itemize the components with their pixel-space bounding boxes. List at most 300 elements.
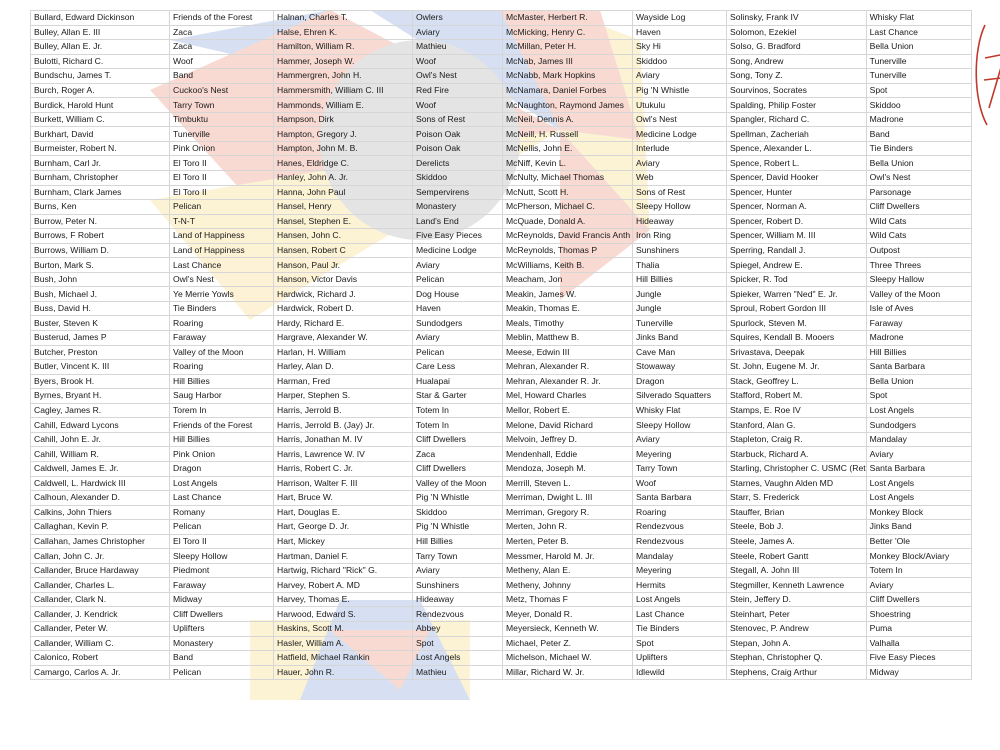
camp-name-cell: Abbey: [413, 621, 503, 636]
camp-name-cell: Ye Merrie Yowls: [170, 287, 274, 302]
member-name-cell: Haskins, Scott M.: [274, 621, 413, 636]
camp-name-cell: El Toro II: [170, 171, 274, 186]
table-row: [31, 578, 972, 593]
camp-name-cell: Hill Billies: [413, 534, 503, 549]
camp-name-cell: Pig 'N Whistle: [413, 520, 503, 535]
camp-name-cell: Band: [866, 127, 971, 142]
camp-name-cell: Land of Happiness: [170, 243, 274, 258]
member-name-cell: Hasler, William A.: [274, 636, 413, 651]
member-name-cell: Burrows, F Robert: [31, 229, 170, 244]
member-name-cell: Hanson, Paul Jr.: [274, 258, 413, 273]
member-name-cell: Cahill, William R.: [31, 447, 170, 462]
camp-name-cell: Hill Billies: [633, 272, 727, 287]
camp-name-cell: Friends of the Forest: [170, 11, 274, 26]
member-name-cell: Hart, George D. Jr.: [274, 520, 413, 535]
member-name-cell: Sourvinos, Socrates: [727, 83, 867, 98]
member-name-cell: Song, Tony Z.: [727, 69, 867, 84]
member-name-cell: Stephan, Christopher Q.: [727, 651, 867, 666]
camp-name-cell: Sons of Rest: [633, 185, 727, 200]
member-name-cell: Solomon, Ezekiel: [727, 25, 867, 40]
member-name-cell: Meakin, James W.: [503, 287, 633, 302]
camp-name-cell: Uplifters: [170, 621, 274, 636]
member-name-cell: McNamara, Daniel Forbes: [503, 83, 633, 98]
camp-name-cell: Meyering: [633, 447, 727, 462]
member-name-cell: Spalding, Philip Foster: [727, 98, 867, 113]
member-name-cell: Spurlock, Steven M.: [727, 316, 867, 331]
camp-name-cell: Cliff Dwellers: [170, 607, 274, 622]
member-name-cell: Callahan, James Christopher: [31, 534, 170, 549]
camp-name-cell: Owl's Nest: [633, 112, 727, 127]
member-name-cell: Mendenhall, Eddie: [503, 447, 633, 462]
member-name-cell: Starnes, Vaughn Alden MD: [727, 476, 867, 491]
member-name-cell: Burdick, Harold Hunt: [31, 98, 170, 113]
camp-name-cell: Aviary: [633, 69, 727, 84]
camp-name-cell: Zaca: [170, 40, 274, 55]
camp-name-cell: Wild Cats: [866, 229, 971, 244]
member-name-cell: Mehran, Alexander R.: [503, 360, 633, 375]
camp-name-cell: Band: [170, 651, 274, 666]
member-name-cell: Hanna, John Paul: [274, 185, 413, 200]
member-name-cell: Starling, Christopher C. USMC (Ret: [727, 461, 867, 476]
member-name-cell: Harris, Robert C. Jr.: [274, 461, 413, 476]
camp-name-cell: Medicine Lodge: [633, 127, 727, 142]
member-name-cell: Callander, Charles L.: [31, 578, 170, 593]
camp-name-cell: Monastery: [170, 636, 274, 651]
camp-name-cell: T-N-T: [170, 214, 274, 229]
camp-name-cell: Totem In: [866, 563, 971, 578]
member-name-cell: Bulotti, Richard C.: [31, 54, 170, 69]
member-name-cell: Hammergren, John H.: [274, 69, 413, 84]
camp-name-cell: Torem In: [170, 403, 274, 418]
camp-name-cell: Lost Angels: [866, 403, 971, 418]
member-name-cell: Burkett, William C.: [31, 112, 170, 127]
camp-name-cell: Pig 'N Whistle: [633, 83, 727, 98]
table-row: [31, 185, 972, 200]
member-name-cell: Burnham, Clark James: [31, 185, 170, 200]
camp-name-cell: Five Easy Pieces: [413, 229, 503, 244]
camp-name-cell: Pig 'N Whistle: [413, 491, 503, 506]
member-name-cell: McQuade, Donald A.: [503, 214, 633, 229]
member-name-cell: McNeill, H. Russell: [503, 127, 633, 142]
camp-name-cell: Derelicts: [413, 156, 503, 171]
camp-name-cell: Pelican: [413, 345, 503, 360]
member-name-cell: McNulty, Michael Thomas: [503, 171, 633, 186]
camp-name-cell: Last Chance: [170, 491, 274, 506]
camp-name-cell: Midway: [170, 592, 274, 607]
camp-name-cell: Tarry Town: [170, 98, 274, 113]
camp-name-cell: Aviary: [866, 447, 971, 462]
camp-name-cell: Rendezvous: [633, 520, 727, 535]
camp-name-cell: Puma: [866, 621, 971, 636]
member-name-cell: Spence, Alexander L.: [727, 141, 867, 156]
member-name-cell: Burnham, Carl Jr.: [31, 156, 170, 171]
camp-name-cell: Poison Oak: [413, 127, 503, 142]
member-name-cell: Merriman, Gregory R.: [503, 505, 633, 520]
member-name-cell: Spicker, R. Tod: [727, 272, 867, 287]
member-name-cell: Bullard, Edward Dickinson: [31, 11, 170, 26]
member-name-cell: Solso, G. Bradford: [727, 40, 867, 55]
member-name-cell: McReynolds, Thomas P: [503, 243, 633, 258]
camp-name-cell: Stowaway: [633, 360, 727, 375]
camp-name-cell: Whisky Flat: [633, 403, 727, 418]
handwritten-page-number: [975, 20, 1000, 130]
member-name-cell: Squires, Kendall B. Mooers: [727, 331, 867, 346]
member-name-cell: Byrnes, Bryant H.: [31, 389, 170, 404]
member-name-cell: Bundschu, James T.: [31, 69, 170, 84]
camp-name-cell: Totem In: [413, 418, 503, 433]
member-name-cell: Merrill, Steven L.: [503, 476, 633, 491]
member-name-cell: Hammer, Joseph W.: [274, 54, 413, 69]
camp-name-cell: Tie Binders: [633, 621, 727, 636]
camp-name-cell: Tarry Town: [633, 461, 727, 476]
table-row: [31, 98, 972, 113]
camp-name-cell: Hideaway: [633, 214, 727, 229]
member-name-cell: Stein, Jeffery D.: [727, 592, 867, 607]
member-name-cell: Meyersieck, Kenneth W.: [503, 621, 633, 636]
member-name-cell: Hansen, Robert C: [274, 243, 413, 258]
table-row: [31, 607, 972, 622]
camp-name-cell: El Toro II: [170, 185, 274, 200]
member-name-cell: McNiff, Kevin L.: [503, 156, 633, 171]
camp-name-cell: Bella Union: [866, 40, 971, 55]
member-name-cell: Mellor, Robert E.: [503, 403, 633, 418]
camp-name-cell: Aviary: [413, 563, 503, 578]
member-name-cell: Mel, Howard Charles: [503, 389, 633, 404]
member-name-cell: Merten, Peter B.: [503, 534, 633, 549]
camp-name-cell: Owl's Nest: [170, 272, 274, 287]
member-name-cell: Spencer, Norman A.: [727, 200, 867, 215]
camp-name-cell: Land's End: [413, 214, 503, 229]
table-row: [31, 301, 972, 316]
table-row: [31, 287, 972, 302]
member-name-cell: Starbuck, Richard A.: [727, 447, 867, 462]
camp-name-cell: Last Chance: [170, 258, 274, 273]
camp-name-cell: Cliff Dwellers: [866, 200, 971, 215]
member-name-cell: Bush, Michael J.: [31, 287, 170, 302]
table-row: [31, 243, 972, 258]
member-name-cell: Messmer, Harold M. Jr.: [503, 549, 633, 564]
camp-name-cell: Pelican: [413, 272, 503, 287]
camp-name-cell: Piedmont: [170, 563, 274, 578]
camp-name-cell: Jinks Band: [866, 520, 971, 535]
camp-name-cell: Parsonage: [866, 185, 971, 200]
member-name-cell: Harris, Jerrold B.: [274, 403, 413, 418]
member-name-cell: Caldwell, L. Hardwick III: [31, 476, 170, 491]
member-name-cell: Burch, Roger A.: [31, 83, 170, 98]
member-name-cell: Hauer, John R.: [274, 665, 413, 680]
member-name-cell: McNaughton, Raymond James: [503, 98, 633, 113]
camp-name-cell: Hill Billies: [170, 374, 274, 389]
member-name-cell: McWilliams, Keith B.: [503, 258, 633, 273]
camp-name-cell: Totem In: [413, 403, 503, 418]
table-row: [31, 83, 972, 98]
member-name-cell: Callaghan, Kevin P.: [31, 520, 170, 535]
member-name-cell: Meese, Edwin III: [503, 345, 633, 360]
table-row: [31, 25, 972, 40]
member-name-cell: McPherson, Michael C.: [503, 200, 633, 215]
member-name-cell: Spiegel, Andrew E.: [727, 258, 867, 273]
member-name-cell: Calkins, John Thiers: [31, 505, 170, 520]
member-name-cell: Calhoun, Alexander D.: [31, 491, 170, 506]
member-name-cell: Spieker, Warren "Ned" E. Jr.: [727, 287, 867, 302]
member-name-cell: Stenovec, P. Andrew: [727, 621, 867, 636]
camp-name-cell: Whisky Flat: [866, 11, 971, 26]
camp-name-cell: Spot: [413, 636, 503, 651]
table-row: [31, 11, 972, 26]
member-name-cell: Hart, Douglas E.: [274, 505, 413, 520]
camp-name-cell: Aviary: [633, 432, 727, 447]
member-name-cell: Harvey, Thomas E.: [274, 592, 413, 607]
camp-name-cell: Sunshiners: [413, 578, 503, 593]
member-name-cell: Harrison, Walter F. III: [274, 476, 413, 491]
member-name-cell: Camargo, Carlos A. Jr.: [31, 665, 170, 680]
camp-name-cell: Pink Onion: [170, 447, 274, 462]
member-name-cell: Burns, Ken: [31, 200, 170, 215]
camp-name-cell: Dragon: [170, 461, 274, 476]
table-row: [31, 112, 972, 127]
camp-name-cell: Tunerville: [866, 54, 971, 69]
camp-name-cell: Roaring: [633, 505, 727, 520]
camp-name-cell: Shoestring: [866, 607, 971, 622]
member-table-body: [31, 11, 972, 680]
camp-name-cell: El Toro II: [170, 534, 274, 549]
camp-name-cell: Woof: [170, 54, 274, 69]
camp-name-cell: Aviary: [633, 156, 727, 171]
camp-name-cell: Romany: [170, 505, 274, 520]
camp-name-cell: Lost Angels: [866, 476, 971, 491]
member-name-cell: McNutt, Scott H.: [503, 185, 633, 200]
camp-name-cell: Sempervirens: [413, 185, 503, 200]
camp-name-cell: Wild Cats: [866, 214, 971, 229]
member-name-cell: Merten, John R.: [503, 520, 633, 535]
camp-name-cell: Aviary: [413, 258, 503, 273]
camp-name-cell: Dog House: [413, 287, 503, 302]
table-row: [31, 127, 972, 142]
camp-name-cell: Iron Ring: [633, 229, 727, 244]
camp-name-cell: Madrone: [866, 112, 971, 127]
member-name-cell: Meals, Timothy: [503, 316, 633, 331]
camp-name-cell: Hill Billies: [170, 432, 274, 447]
table-row: [31, 331, 972, 346]
camp-name-cell: Rendezvous: [413, 607, 503, 622]
camp-name-cell: Sleepy Hollow: [633, 418, 727, 433]
member-name-cell: Hartwig, Richard "Rick" G.: [274, 563, 413, 578]
camp-name-cell: Isle of Aves: [866, 301, 971, 316]
member-name-cell: Burton, Mark S.: [31, 258, 170, 273]
member-name-cell: Millar, Richard W. Jr.: [503, 665, 633, 680]
member-name-cell: McNeil, Dennis A.: [503, 112, 633, 127]
member-name-cell: Hargrave, Alexander W.: [274, 331, 413, 346]
camp-name-cell: Sky Hi: [633, 40, 727, 55]
camp-name-cell: Tunerville: [170, 127, 274, 142]
member-name-cell: Callander, Peter W.: [31, 621, 170, 636]
member-name-cell: Bulley, Allan E. Jr.: [31, 40, 170, 55]
member-name-cell: McNellis, John E.: [503, 141, 633, 156]
camp-name-cell: Santa Barbara: [633, 491, 727, 506]
member-name-cell: Spellman, Zacheriah: [727, 127, 867, 142]
camp-name-cell: Tie Binders: [170, 301, 274, 316]
camp-name-cell: Skiddoo: [633, 54, 727, 69]
member-name-cell: Hanley, John A. Jr.: [274, 171, 413, 186]
camp-name-cell: Spot: [866, 83, 971, 98]
member-name-cell: Michael, Peter Z.: [503, 636, 633, 651]
member-name-cell: Buss, David H.: [31, 301, 170, 316]
member-name-cell: Harper, Stephen S.: [274, 389, 413, 404]
camp-name-cell: Hermits: [633, 578, 727, 593]
table-row: [31, 69, 972, 84]
camp-name-cell: Silverado Squatters: [633, 389, 727, 404]
table-row: [31, 40, 972, 55]
camp-name-cell: Jinks Band: [633, 331, 727, 346]
member-name-cell: Steele, Robert Gantt: [727, 549, 867, 564]
camp-name-cell: Woof: [413, 98, 503, 113]
camp-name-cell: Timbuktu: [170, 112, 274, 127]
member-name-cell: Stafford, Robert M.: [727, 389, 867, 404]
member-name-cell: Callander, J. Kendrick: [31, 607, 170, 622]
camp-name-cell: Red Fire: [413, 83, 503, 98]
camp-name-cell: Sleepy Hollow: [170, 549, 274, 564]
member-name-cell: McMillan, Peter H.: [503, 40, 633, 55]
member-name-cell: Hart, Bruce W.: [274, 491, 413, 506]
member-name-cell: McReynolds, David Francis Anth: [503, 229, 633, 244]
camp-name-cell: Band: [170, 69, 274, 84]
member-name-cell: Busterud, James P: [31, 331, 170, 346]
member-name-cell: McMaster, Herbert R.: [503, 11, 633, 26]
camp-name-cell: Star & Garter: [413, 389, 503, 404]
camp-name-cell: Valley of the Moon: [866, 287, 971, 302]
camp-name-cell: Rendezvous: [633, 534, 727, 549]
camp-name-cell: Saug Harbor: [170, 389, 274, 404]
camp-name-cell: Uplifters: [633, 651, 727, 666]
camp-name-cell: Lost Angels: [170, 476, 274, 491]
table-row: [31, 141, 972, 156]
camp-name-cell: Owl's Nest: [413, 69, 503, 84]
table-row: [31, 621, 972, 636]
member-name-cell: McNabb, Mark Hopkins: [503, 69, 633, 84]
member-name-cell: McMicking, Henry C.: [503, 25, 633, 40]
member-name-cell: Hanes, Eldridge C.: [274, 156, 413, 171]
camp-name-cell: Thalia: [633, 258, 727, 273]
member-name-cell: Hampton, John M. B.: [274, 141, 413, 156]
camp-name-cell: Roaring: [170, 360, 274, 375]
table-row: [31, 563, 972, 578]
camp-name-cell: Mathieu: [413, 665, 503, 680]
table-row: [31, 549, 972, 564]
member-name-cell: Stapleton, Craig R.: [727, 432, 867, 447]
camp-name-cell: Sleepy Hollow: [633, 200, 727, 215]
camp-name-cell: Faraway: [170, 578, 274, 593]
member-name-cell: Stegmiller, Kenneth Lawrence: [727, 578, 867, 593]
member-name-cell: Stauffer, Brian: [727, 505, 867, 520]
member-name-cell: Bulley, Allan E. III: [31, 25, 170, 40]
member-name-cell: McNab, James III: [503, 54, 633, 69]
member-name-cell: Spencer, Robert D.: [727, 214, 867, 229]
camp-name-cell: Faraway: [170, 331, 274, 346]
camp-name-cell: Pink Onion: [170, 141, 274, 156]
camp-name-cell: Monkey Block: [866, 505, 971, 520]
member-name-cell: Stepan, John A.: [727, 636, 867, 651]
camp-name-cell: Bella Union: [866, 374, 971, 389]
camp-name-cell: Last Chance: [866, 25, 971, 40]
camp-name-cell: Roaring: [170, 316, 274, 331]
member-name-cell: Burrows, William D.: [31, 243, 170, 258]
member-name-cell: Harvey, Robert A. MD: [274, 578, 413, 593]
member-name-cell: Harwood, Edward S.: [274, 607, 413, 622]
member-name-cell: Halnan, Charles T.: [274, 11, 413, 26]
table-row: [31, 636, 972, 651]
member-name-cell: Butler, Vincent K. III: [31, 360, 170, 375]
member-name-cell: Burkhart, David: [31, 127, 170, 142]
camp-name-cell: Cliff Dwellers: [866, 592, 971, 607]
camp-name-cell: Jungle: [633, 287, 727, 302]
member-name-cell: Mehran, Alexander R. Jr.: [503, 374, 633, 389]
camp-name-cell: Skiddoo: [413, 505, 503, 520]
camp-name-cell: Dragon: [633, 374, 727, 389]
member-name-cell: Harris, Jerrold B. (Jay) Jr.: [274, 418, 413, 433]
table-row: [31, 214, 972, 229]
camp-name-cell: Lost Angels: [866, 491, 971, 506]
camp-name-cell: Haven: [633, 25, 727, 40]
table-row: [31, 491, 972, 506]
member-name-cell: Srivastava, Deepak: [727, 345, 867, 360]
member-name-cell: Spence, Robert L.: [727, 156, 867, 171]
table-row: [31, 171, 972, 186]
camp-name-cell: Owl's Nest: [866, 171, 971, 186]
camp-name-cell: Valley of the Moon: [413, 476, 503, 491]
camp-name-cell: Woof: [413, 54, 503, 69]
table-row: [31, 505, 972, 520]
member-name-cell: Stamps, E. Roe IV: [727, 403, 867, 418]
camp-name-cell: Outpost: [866, 243, 971, 258]
camp-name-cell: Hualapai: [413, 374, 503, 389]
member-name-cell: Harlan, H. William: [274, 345, 413, 360]
member-name-cell: Harley, Alan D.: [274, 360, 413, 375]
member-name-cell: Harman, Fred: [274, 374, 413, 389]
camp-name-cell: Cliff Dwellers: [413, 461, 503, 476]
table-row: [31, 389, 972, 404]
table-row: [31, 651, 972, 666]
member-name-cell: Hampson, Dirk: [274, 112, 413, 127]
table-row: [31, 345, 972, 360]
table-row: [31, 200, 972, 215]
camp-name-cell: Mathieu: [413, 40, 503, 55]
member-name-cell: Hatfield, Michael Rankin: [274, 651, 413, 666]
table-row: [31, 360, 972, 375]
camp-name-cell: Hideaway: [413, 592, 503, 607]
member-name-cell: St. John, Eugene M. Jr.: [727, 360, 867, 375]
member-name-cell: Stanford, Alan G.: [727, 418, 867, 433]
member-name-cell: Hanson, Victor Davis: [274, 272, 413, 287]
member-name-cell: Hartman, Daniel F.: [274, 549, 413, 564]
member-name-cell: Cahill, John E. Jr.: [31, 432, 170, 447]
camp-name-cell: Web: [633, 171, 727, 186]
camp-name-cell: Hill Billies: [866, 345, 971, 360]
camp-name-cell: Tie Binders: [866, 141, 971, 156]
table-row: [31, 229, 972, 244]
camp-name-cell: Sundodgers: [413, 316, 503, 331]
member-name-cell: Buster, Steven K: [31, 316, 170, 331]
member-name-cell: Cahill, Edward Lycons: [31, 418, 170, 433]
member-name-cell: Stack, Geoffrey L.: [727, 374, 867, 389]
table-row: [31, 156, 972, 171]
table-row: [31, 432, 972, 447]
camp-name-cell: Spot: [633, 636, 727, 651]
table-row: [31, 592, 972, 607]
camp-name-cell: Wayside Log: [633, 11, 727, 26]
camp-name-cell: Pelican: [170, 520, 274, 535]
member-name-cell: Steele, Bob J.: [727, 520, 867, 535]
camp-name-cell: Midway: [866, 665, 971, 680]
